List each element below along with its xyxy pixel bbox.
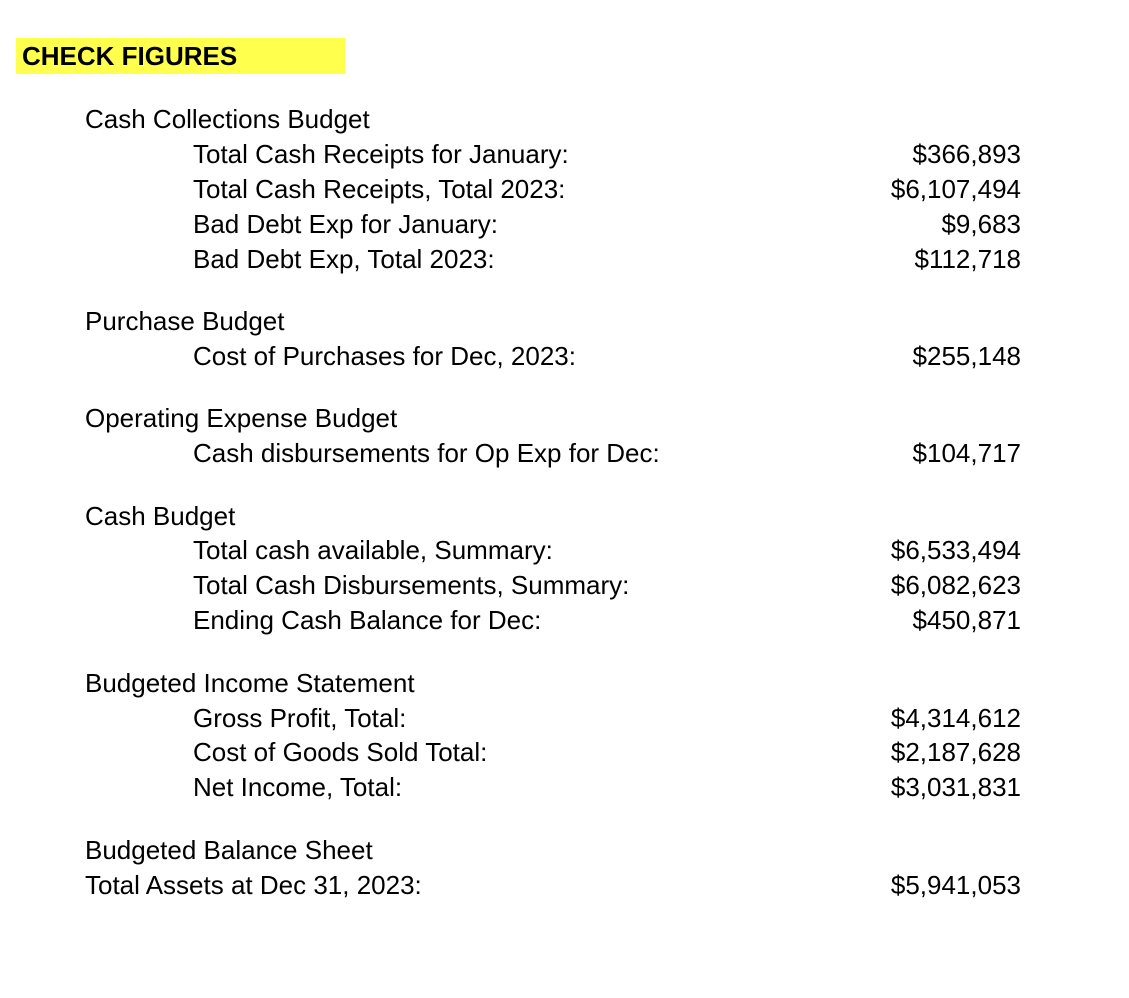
section-heading-operating-expense: Operating Expense Budget [85,403,398,433]
row-value: $104,717 [912,438,1021,468]
row-value: $9,683 [941,209,1021,239]
row-label: Total Cash Disbursements, Summary: [193,570,630,600]
row-label: Cost of Purchases for Dec, 2023: [193,341,576,371]
row-label: Total Cash Receipts, Total 2023: [193,174,566,204]
row-label: Total Assets at Dec 31, 2023: [85,870,422,900]
row-label: Bad Debt Exp for January: [193,209,498,239]
row-label: Total cash available, Summary: [193,535,553,565]
section-heading-balance-sheet: Budgeted Balance Sheet [85,835,373,865]
row-label: Ending Cash Balance for Dec: [193,605,542,635]
row-label: Cost of Goods Sold Total: [193,737,488,767]
row-label: Bad Debt Exp, Total 2023: [193,244,495,274]
row-label: Cash disbursements for Op Exp for Dec: [193,438,660,468]
row-value: $4,314,612 [890,703,1021,733]
row-value: $2,187,628 [890,737,1021,767]
section-heading-cash-budget: Cash Budget [85,501,236,531]
row-value: $6,107,494 [890,174,1021,204]
row-label: Net Income, Total: [193,772,403,802]
row-value: $5,941,053 [890,870,1021,900]
row-value: $3,031,831 [890,772,1021,802]
row-label: Total Cash Receipts for January: [193,139,569,169]
row-label: Gross Profit, Total: [193,703,407,733]
row-value: $366,893 [912,139,1021,169]
row-value: $6,082,623 [890,570,1021,600]
section-heading-purchase: Purchase Budget [85,306,285,336]
row-value: $255,148 [912,341,1021,371]
section-heading-cash-collections: Cash Collections Budget [85,104,370,134]
row-value: $450,871 [912,605,1021,635]
row-value: $112,718 [914,244,1021,274]
section-heading-income-statement: Budgeted Income Statement [85,668,415,698]
page-title: CHECK FIGURES [22,41,238,71]
row-value: $6,533,494 [890,535,1021,565]
